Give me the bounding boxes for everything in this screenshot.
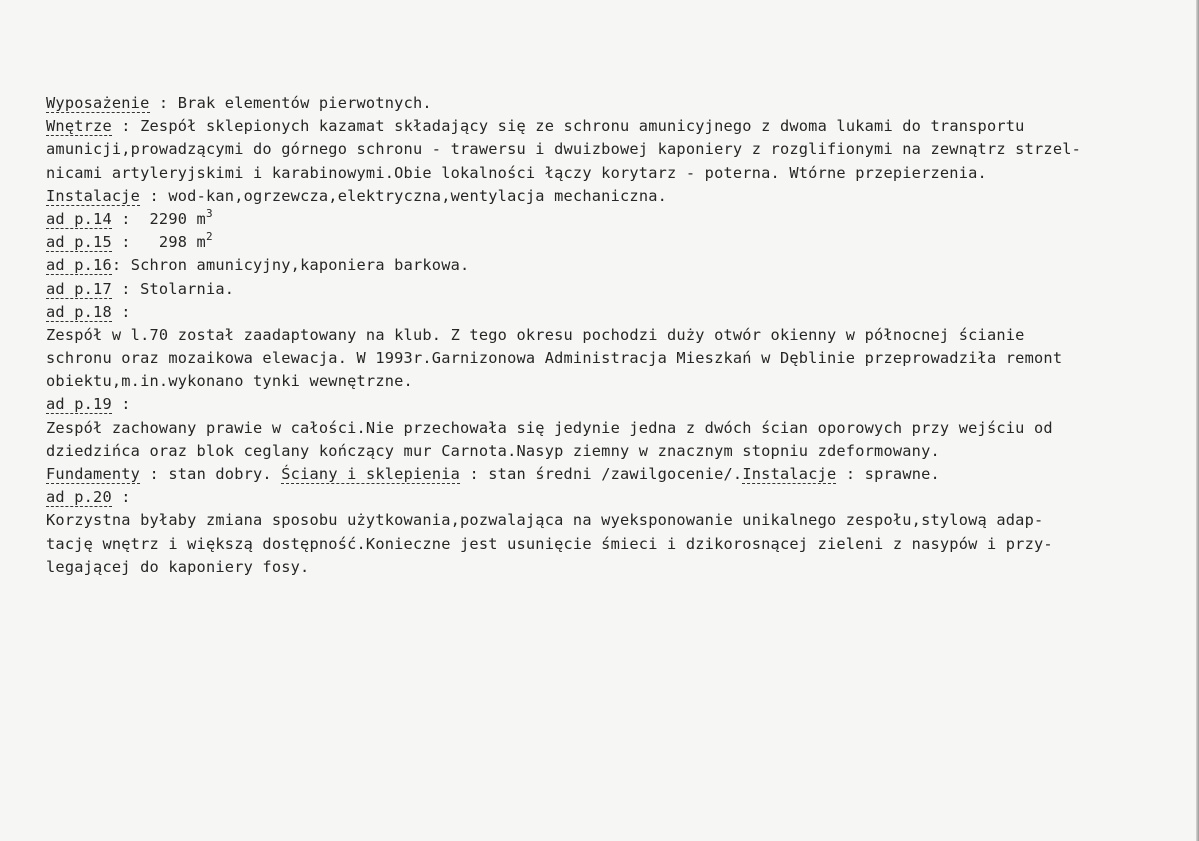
wnetrze-line-3: nicami artyleryjskimi i karabinowymi.Obie lokalności łączy korytarz - poterna. Wtórne przepierzenia.	[46, 163, 987, 182]
ad15-label: ad p.15	[46, 233, 112, 252]
instalacje-label: Instalacje	[46, 186, 141, 205]
ad20-line	[46, 486, 1186, 509]
wnetrze-line-1	[46, 115, 1186, 138]
sciany-label: Ściany i sklepienia	[281, 465, 461, 483]
ad17-text: : Stolarnia.	[111, 279, 235, 298]
wyposazenie-line	[46, 92, 1186, 115]
instalacje-text: : wod-kan,ogrzewcza,elektryczna,wentylacja mechaniczna.	[140, 186, 668, 205]
ad17-line	[46, 278, 1186, 301]
ad19-body-1: Zespół zachowany prawie w całości.Nie przechowała się jedynie jedna z dwóch ścian oporowych przy wejściu od	[46, 418, 1053, 437]
ad18-body-2: schronu oraz mozaikowa elewacja. W 1993r.Garnizonowa Administracja Mieszkań w Dęblinie przeprowadziła remont	[46, 349, 1063, 368]
ad18-line	[46, 301, 1186, 324]
ad20-body-3: legającej do kaponiery fosy.	[46, 557, 310, 576]
ad15-line	[46, 231, 1186, 254]
ad14-label: ad p.14	[46, 209, 112, 228]
ad15-text: : 298 m	[111, 233, 206, 252]
ad19-text: :	[111, 395, 131, 414]
ad17-label: ad p.17	[46, 279, 112, 298]
ad16-label: ad p.16	[46, 256, 112, 275]
ad19-body-2: dziedzińca oraz blok ceglany kończący mur Carnota.Nasyp ziemny w znacznym stopniu zdeformowany.	[46, 441, 940, 460]
wnetrze-label: Wnętrze	[46, 117, 112, 136]
ad18-label: ad p.18	[46, 302, 112, 321]
ad18-body-1: Zespół w l.70 został zaadaptowany na klub. Z tego okresu pochodzi duży otwór okienny w północnej ścianie	[46, 325, 1025, 344]
sciany-text: : stan średni /zawilgocenie/.	[460, 465, 743, 483]
fundamenty-text: : stan dobry.	[140, 465, 282, 483]
ad16-text: : Schron amunicyjny,kaponiera barkowa.	[111, 256, 470, 275]
ad20-label: ad p.20	[46, 488, 112, 507]
fundamenty-label: Fundamenty	[46, 465, 141, 483]
ad19-line	[46, 393, 1186, 416]
ad18-body-3: obiektu,m.in.wykonano tynki wewnętrzne.	[46, 372, 413, 391]
instalacje-state-label: Instalacje	[742, 465, 837, 483]
document-text	[46, 92, 1186, 579]
ad19-label: ad p.19	[46, 395, 112, 414]
ad19-state-line	[46, 463, 1186, 486]
ad15-sup: 2	[205, 230, 213, 244]
wyposazenie-label: Wyposażenie	[46, 94, 150, 112]
wnetrze-line-2: amunicji,prowadzącymi do górnego schronu - trawersu i dwuizbowej kaponiery z rozglifionymi na zewnątrz strzel-	[46, 140, 1082, 159]
wnetrze-text-1: : Zespół sklepionych kazamat składający się ze schronu amunicyjnego z dwoma lukami do transportu	[111, 117, 1025, 136]
ad20-text: :	[111, 488, 131, 507]
ad14-line	[46, 208, 1186, 231]
ad16-line	[46, 254, 1186, 277]
ad18-text: :	[111, 302, 131, 321]
ad14-sup: 3	[205, 206, 213, 220]
ad20-body-1: Korzystna byłaby zmiana sposobu użytkowania,pozwalająca na wyeksponowanie unikalnego zespołu,stylową adap-	[46, 511, 1044, 530]
ad20-body-2: tację wnętrz i większą dostępność.Konieczne jest usunięcie śmieci i dzikorosnącej zieleni z nasypów i przy-	[46, 534, 1053, 553]
instalacje-state-text: : sprawne.	[836, 465, 940, 483]
wyposazenie-text: : Brak elementów pierwotnych.	[149, 94, 432, 112]
ad14-text: : 2290 m	[111, 209, 206, 228]
instalacje-line	[46, 185, 1186, 208]
